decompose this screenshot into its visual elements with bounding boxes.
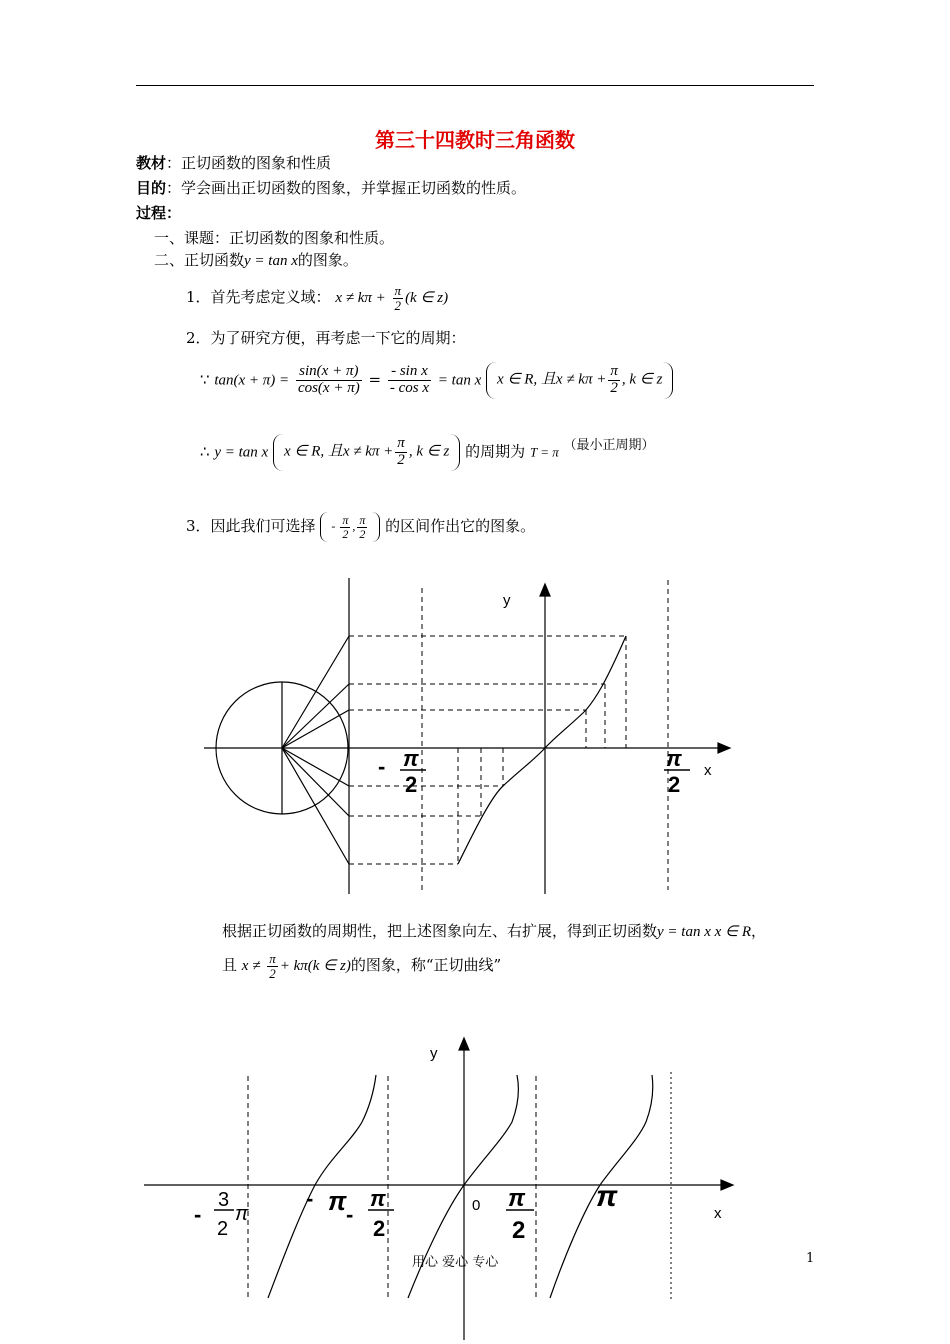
line-mudi bbox=[136, 177, 526, 198]
fig2-pi2-num: π bbox=[508, 1185, 526, 1212]
therefore-symbol: ∴ bbox=[200, 442, 210, 461]
para-2 bbox=[222, 952, 501, 980]
eq-num-1: sin(x + π) bbox=[296, 364, 362, 381]
x-axis-arrow bbox=[718, 743, 730, 753]
para2-post: 的图象，称“正切曲线” bbox=[350, 956, 502, 975]
cond-frac-num: π bbox=[610, 363, 618, 379]
item-1: 一、课题：正切函数的图象和性质。 bbox=[154, 229, 395, 247]
step1-text: 1．首先考虑定义域： bbox=[186, 288, 331, 307]
fig2-neg3-pi: π bbox=[235, 1203, 249, 1225]
period-cond-b: , k ∈ z bbox=[408, 443, 450, 460]
period-frac-num: π bbox=[397, 435, 405, 451]
fig1-neg-sign: - bbox=[378, 754, 386, 779]
eq-den-2: - cos x bbox=[389, 379, 430, 396]
para-1 bbox=[222, 920, 766, 941]
eq-num-2: - sin x bbox=[388, 364, 431, 381]
period-conclusion bbox=[200, 434, 655, 471]
eq-den-1: cos(x + π) bbox=[297, 379, 360, 396]
line-guocheng bbox=[136, 202, 181, 223]
fig2-neg3-den: 2 bbox=[217, 1218, 229, 1240]
para2-math-b: + kπ(k ∈ z) bbox=[279, 958, 351, 975]
x-axis-arrow bbox=[721, 1180, 733, 1190]
text-jiaocai: ：正切函数的图象和性质 bbox=[166, 154, 332, 172]
para1-pre: 根据正切函数的周期性，把上述图象向左、右扩展，得到正切函数 bbox=[222, 922, 658, 940]
eq-equal: = bbox=[368, 370, 382, 389]
interval-frac-1-den: 2 bbox=[342, 526, 349, 541]
period-note: （最小正周期） bbox=[563, 438, 655, 453]
eq-condition bbox=[486, 362, 673, 399]
fig2-negpi2-minus: - bbox=[346, 1202, 354, 1227]
item2-pre: 二、正切函数 bbox=[154, 251, 245, 269]
text-mudi: ：学会画出正切函数的图象，并掌握正切函数的性质。 bbox=[166, 179, 527, 197]
step3-pre: 3．因此我们可选择 bbox=[186, 517, 316, 536]
fig2-negpi2-den: 2 bbox=[373, 1216, 386, 1241]
page-number: 1 bbox=[806, 1251, 815, 1266]
fig2-pi2-den: 2 bbox=[512, 1217, 526, 1244]
figure-tan-construction bbox=[200, 572, 740, 897]
step1-math-b: (k ∈ z) bbox=[405, 290, 449, 307]
label-jiaocai: 教材 bbox=[136, 154, 167, 172]
step3-interval: - $\frac{\pi}{2}$ , $\frac{\pi}{2}$ bbox=[320, 512, 380, 542]
period-text: 的周期为 bbox=[465, 442, 526, 461]
para2-pre: 且 bbox=[222, 956, 238, 975]
period-lhs: y = tan x bbox=[214, 444, 269, 461]
item2-post: 的图象。 bbox=[297, 251, 358, 269]
eq-frac-1 bbox=[296, 364, 362, 397]
interval-frac-2-num: π bbox=[359, 513, 366, 527]
y-axis-arrow bbox=[540, 584, 550, 596]
eq-lhs: tan(x + π) = bbox=[214, 372, 290, 389]
y-axis-arrow bbox=[459, 1038, 469, 1050]
period-cond-a: x ∈ R, 且x ≠ kπ + bbox=[283, 443, 394, 460]
fig1-x-label: x bbox=[704, 762, 712, 779]
fig1-pos-two: 2 bbox=[668, 772, 681, 797]
fig1-neg-pi: π bbox=[403, 746, 419, 771]
interval-frac-1-num: π bbox=[342, 513, 349, 527]
period-value: T = π bbox=[529, 444, 559, 460]
fig2-neg3-minus: - bbox=[194, 1202, 202, 1227]
cond-frac-den: 2 bbox=[610, 379, 618, 396]
item-2 bbox=[154, 249, 358, 270]
figure-tan-curve bbox=[140, 1030, 740, 1342]
frac-num: π bbox=[394, 283, 402, 298]
fig2-origin: 0 bbox=[472, 1197, 481, 1214]
fig1-neg-two: 2 bbox=[405, 772, 418, 797]
footer-motto: 用心 爱心 专心 bbox=[412, 1255, 499, 1270]
fig2-negpi-minus: - bbox=[306, 1186, 314, 1211]
because-symbol: ∵ bbox=[200, 370, 210, 389]
para2-frac bbox=[267, 952, 278, 980]
step1-frac bbox=[393, 284, 404, 312]
para2-frac-num: π bbox=[269, 951, 276, 966]
period-cond-frac bbox=[395, 436, 407, 469]
fig2-negpi: π bbox=[328, 1186, 347, 1216]
line-jiaocai bbox=[136, 152, 331, 173]
step3-post: 的区间作出它的图象。 bbox=[385, 517, 536, 536]
eq-cond-a: x ∈ R, 且x ≠ kπ + bbox=[497, 371, 607, 388]
interval-frac-1 bbox=[340, 514, 350, 540]
label-guocheng: 过程 bbox=[136, 204, 167, 222]
para2-math-a: x ≠ bbox=[241, 958, 261, 975]
step-2: 2．为了研究方便，再考虑一下它的周期： bbox=[186, 329, 466, 347]
step1-math-a: x ≠ kπ + bbox=[335, 290, 386, 307]
eq-rhs: = tan x bbox=[437, 372, 482, 389]
para1-math: y = tan x x ∈ R bbox=[657, 924, 752, 940]
fig2-negpi2-num: π bbox=[370, 1186, 386, 1211]
projection-lines bbox=[349, 580, 668, 890]
period-condition bbox=[273, 434, 460, 471]
label-mudi: 目的 bbox=[136, 179, 167, 197]
para2-frac-den: 2 bbox=[269, 965, 276, 981]
colon-guocheng: ： bbox=[166, 204, 182, 222]
item2-math: y = tan x bbox=[244, 253, 298, 269]
para1-comma: ， bbox=[751, 922, 767, 940]
fig1-pos-pi: π bbox=[666, 746, 682, 771]
angle-rays bbox=[282, 636, 349, 864]
fig1-y-label: y bbox=[503, 592, 511, 609]
tan-curve bbox=[458, 636, 626, 864]
step-3 bbox=[186, 512, 535, 542]
interval-frac-2 bbox=[357, 514, 367, 540]
period-frac-den: 2 bbox=[397, 451, 405, 468]
fig2-y-label: y bbox=[430, 1045, 438, 1062]
step-1 bbox=[186, 284, 448, 312]
eq-cond-frac bbox=[608, 364, 620, 397]
header-rule bbox=[136, 85, 814, 86]
fig2-x-label: x bbox=[714, 1205, 722, 1222]
fig2-neg3-num: 3 bbox=[218, 1189, 230, 1211]
fig2-pi: π bbox=[596, 1180, 618, 1213]
tan-branch-1 bbox=[268, 1075, 376, 1298]
interval-minus: - bbox=[331, 518, 336, 533]
frac-den: 2 bbox=[394, 297, 402, 313]
interval-frac-2-den: 2 bbox=[359, 526, 366, 541]
eq-frac-2 bbox=[388, 364, 431, 397]
eq-cond-b: , k ∈ z bbox=[621, 371, 663, 388]
page-title: 第三十四教时三角函数 bbox=[375, 128, 575, 152]
period-equation bbox=[200, 362, 673, 399]
